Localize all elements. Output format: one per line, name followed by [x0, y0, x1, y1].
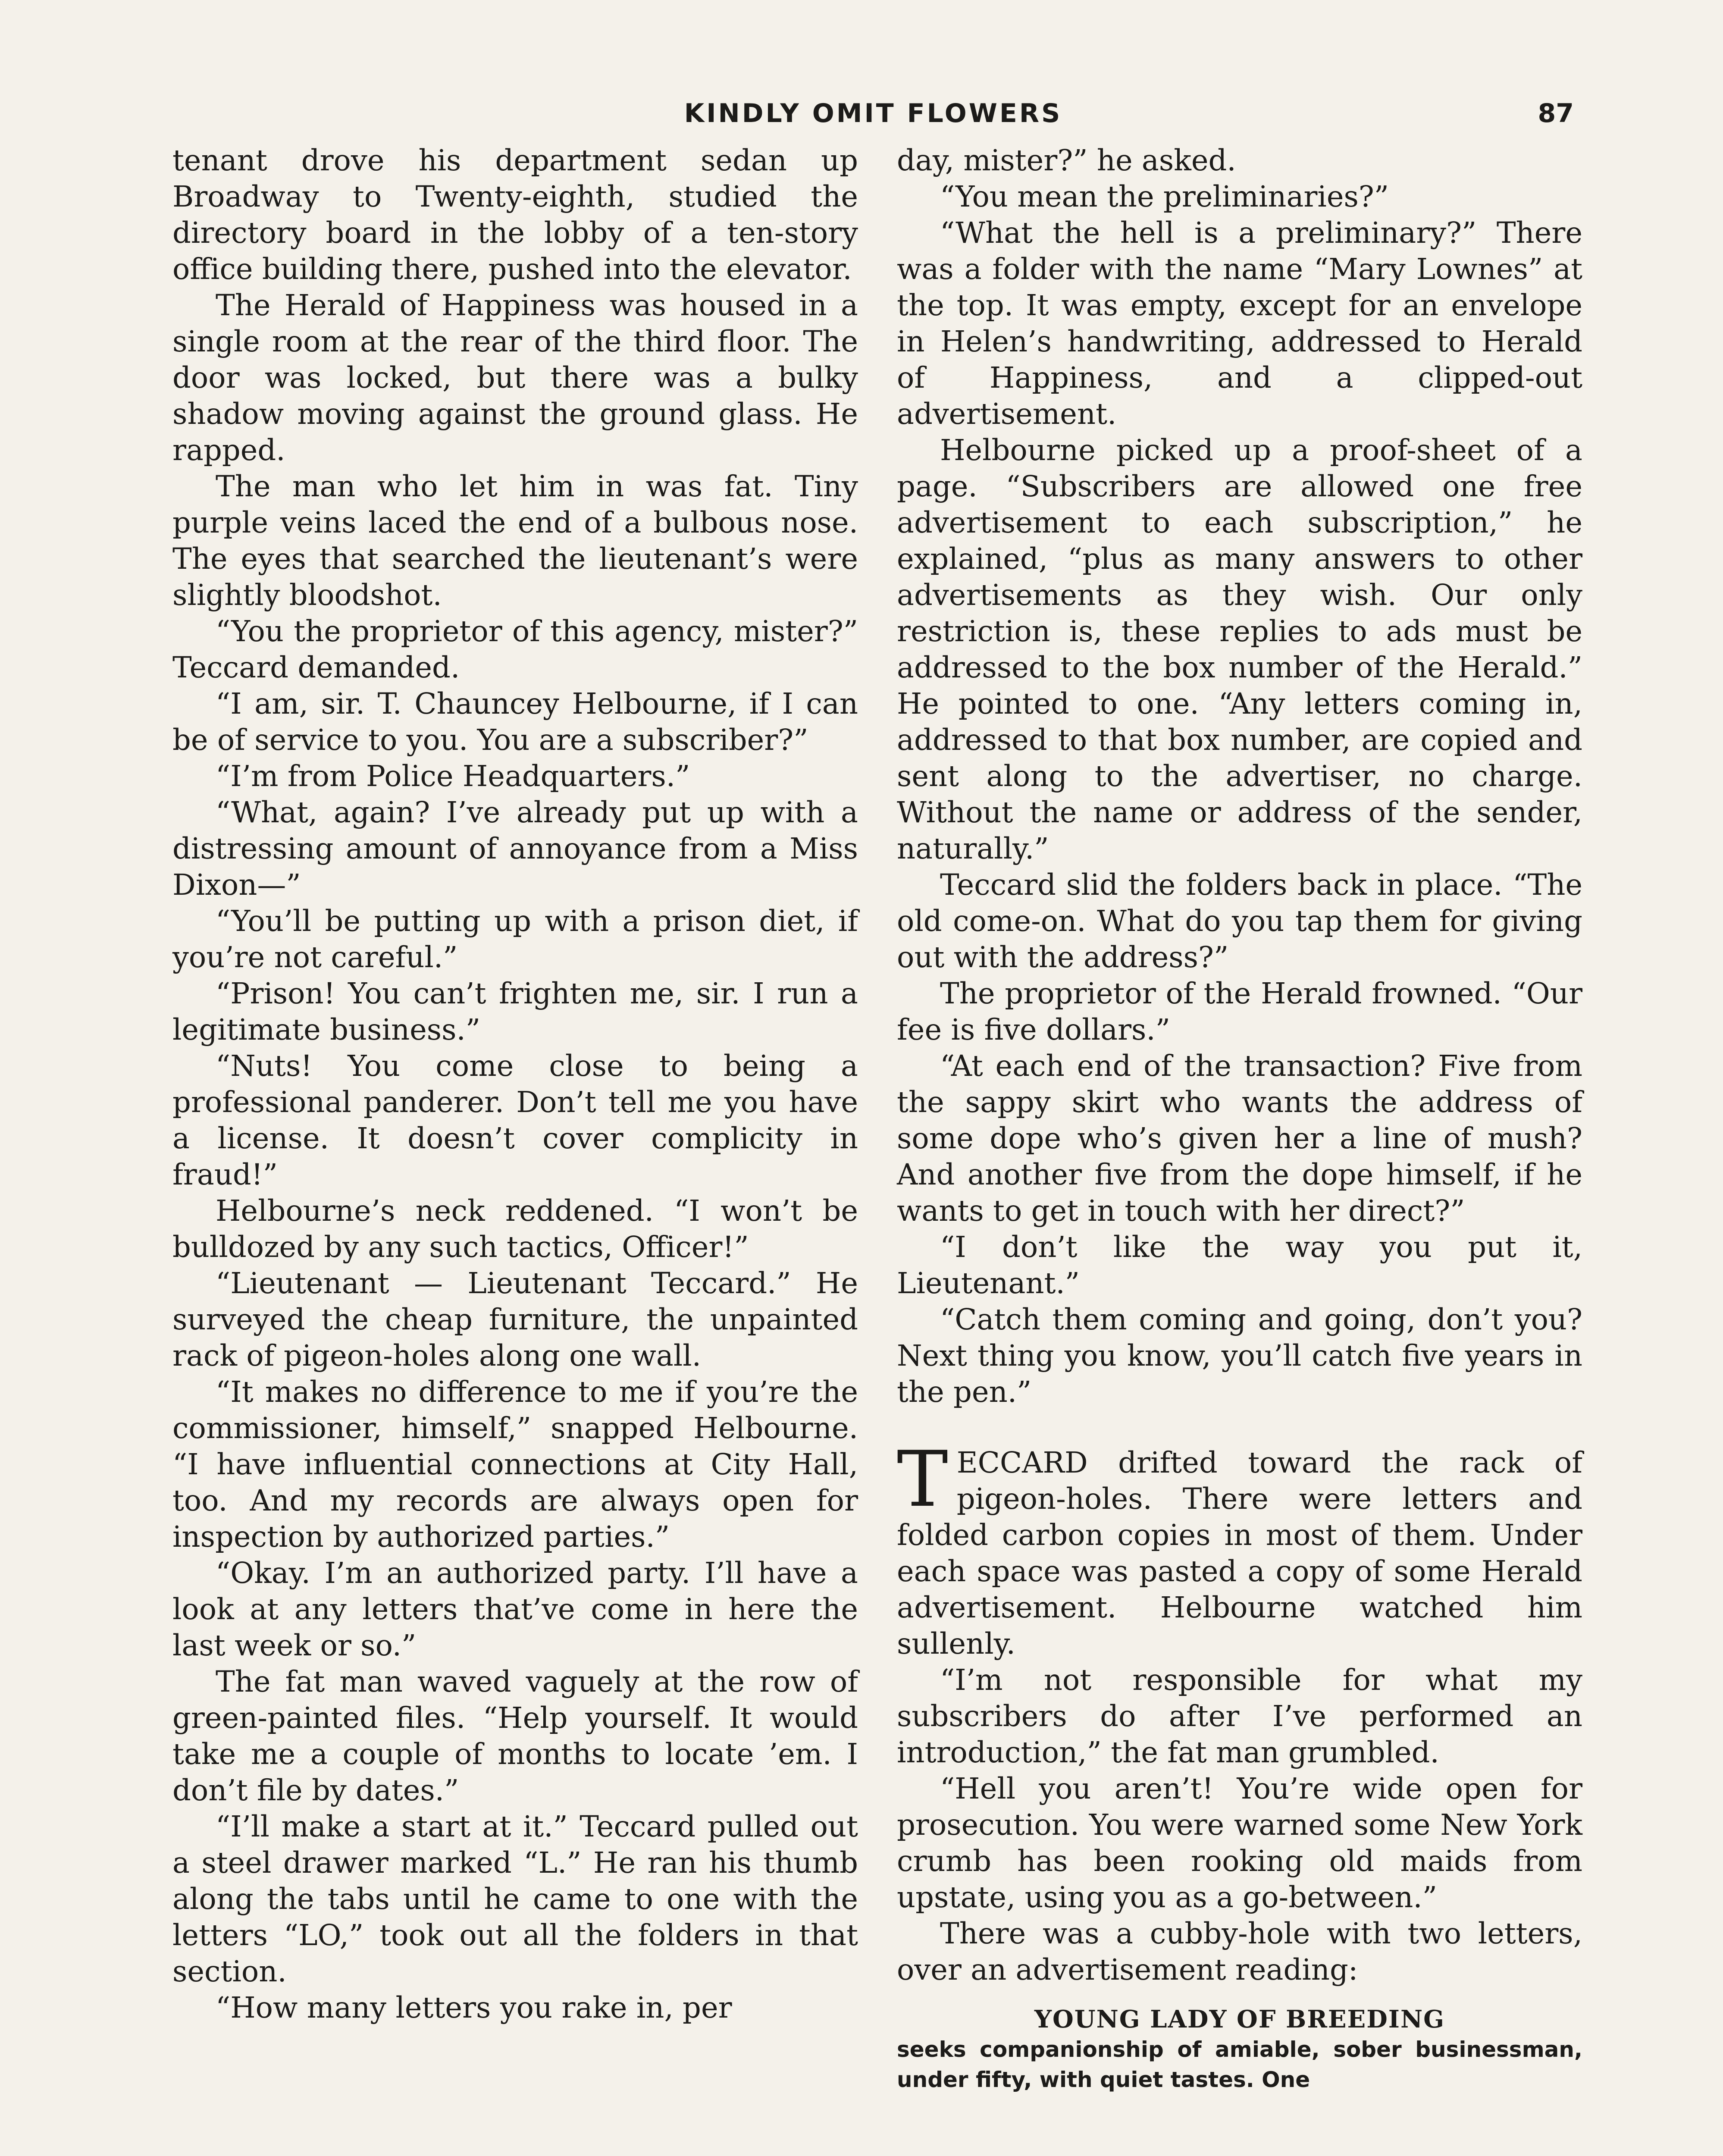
- paragraph: “You mean the preliminaries?”: [940, 180, 1389, 213]
- running-title: KINDLY OMIT FLOWERS: [684, 98, 1062, 128]
- paragraph: “I’m not responsible for what my subscribers do after I’ve performed an introduction,” the fat man grumbled.: [897, 1663, 1582, 1769]
- paragraph: “Nuts! You come close to being a professional panderer. Don’t tell me you have a license. It doesn’t cover complicity in fraud!”: [172, 1049, 858, 1191]
- paragraph: The proprietor of the Herald frowned. “Our fee is five dollars.”: [897, 977, 1582, 1047]
- paragraph: “How many letters you rake in, per: [216, 1991, 732, 2024]
- paragraph: Helbourne picked up a proof-sheet of a page. “Subscribers are allowed one free advertisement to each subscription,” he explained, “plus as many answers to other advertisements as they wish. Our only restriction is, these replies to ads must be addressed to the box number of the Herald.” He pointed to one. “Any letters coming in, addressed to that box number, are copied and sent along to the advertiser, no charge. Without the name or address of the sender, naturally.”: [897, 433, 1582, 865]
- paragraph: The man who let him in was fat. Tiny purple veins laced the end of a bulbous nose. The eyes that searched the lieutenant’s were slightly bloodshot.: [172, 470, 858, 612]
- paragraph: “Lieutenant — Lieutenant Teccard.” He surveyed the cheap furniture, the unpainted rack of pigeon-holes along one wall.: [172, 1266, 858, 1373]
- advertisement-heading: YOUNG LADY OF BREEDING: [1034, 2005, 1445, 2034]
- paragraph: “Hell you aren’t! You’re wide open for prosecution. You were warned some New York crumb has been rooking old maids from upstate, using you as a go-between.”: [897, 1772, 1582, 1914]
- paragraph: “At each end of the transaction? Five from the sappy skirt who wants the address of some dope who’s given her a line of mush? And another five from the dope himself, if he wants to get in touch with her direct?”: [897, 1049, 1582, 1228]
- right-column-paragraphs-after-break: [897, 1662, 1582, 1988]
- paragraph: “What, again? I’ve already put up with a distressing amount of annoyance from a Miss Dixon—”: [172, 796, 858, 902]
- paragraph: “I don’t like the way you put it, Lieutenant.”: [897, 1230, 1582, 1300]
- paragraph: “What the hell is a preliminary?” There was a folder with the name “Mary Lownes” at the top. It was empty, except for an envelope in Helen’s handwriting, addressed to Herald of Happiness, and a clipped-out advertisement.: [897, 216, 1582, 431]
- drop-cap: T: [897, 1435, 948, 1524]
- section-start-paragraph: [897, 1435, 1582, 1662]
- right-column-paragraphs: [897, 142, 1582, 1410]
- advertisement-body: seeks companionship of amiable, sober businessman, under fifty, with quiet tastes. One: [897, 2037, 1582, 2092]
- page-number: 87: [1538, 98, 1574, 128]
- page-header: [172, 98, 1574, 137]
- paragraph: “I am, sir. T. Chauncey Helbourne, if I can be of service to you. You are a subscriber?”: [172, 687, 858, 757]
- paragraph: “I’m from Police Headquarters.”: [216, 759, 690, 793]
- paragraph: The Herald of Happiness was housed in a single room at the rear of the third floor. The door was locked, but there was a bulky shadow moving against the ground glass. He rapped.: [172, 288, 858, 467]
- paragraph: “It makes no difference to me if you’re the commissioner, himself,” snapped Helbourne. “I have influential connections at City Hall, too. And my records are always open for inspection by authorized parties.”: [172, 1375, 858, 1554]
- paragraph: “Prison! You can’t frighten me, sir. I run a legitimate business.”: [172, 977, 858, 1047]
- paragraph: “Okay. I’m an authorized party. I’ll have a look at any letters that’ve come in here the last week or so.”: [172, 1556, 858, 1662]
- paragraph: Teccard slid the folders back in place. “The old come-on. What do you tap them for giving out with the address?”: [897, 868, 1582, 974]
- paragraph: “You’ll be putting up with a prison diet, if you’re not careful.”: [172, 904, 858, 974]
- paragraph: day, mister?” he asked.: [897, 144, 1236, 177]
- paragraph: “You the proprietor of this agency, mister?” Teccard demanded.: [172, 614, 858, 684]
- paragraph: “Catch them coming and going, don’t you? Next thing you know, you’ll catch five years in the pen.”: [897, 1303, 1582, 1409]
- left-column: [172, 142, 858, 2026]
- right-column: [897, 142, 1582, 2095]
- section-first-text: ECCARD drifted toward the rack of pigeon-holes. There were letters and folded carbon copies in most of them. Under each space was pasted a copy of some Herald advertisement. Helbourne watched him sullenly.: [897, 1446, 1582, 1661]
- paragraph: There was a cubby-hole with two letters, over an advertisement reading:: [897, 1917, 1582, 1987]
- paragraph: Helbourne’s neck reddened. “I won’t be bulldozed by any such tactics, Officer!”: [172, 1194, 858, 1264]
- paragraph: “I’ll make a start at it.” Teccard pulled out a steel drawer marked “L.” He ran his thumb along the tabs until he came to one with the letters “LO,” took out all the folders in that section.: [172, 1810, 858, 1988]
- paragraph: The fat man waved vaguely at the row of green-painted files. “Help yourself. It would take me a couple of months to locate ’em. I don’t file by dates.”: [172, 1665, 858, 1807]
- paragraph: tenant drove his department sedan up Broadway to Twenty-eighth, studied the directory board in the lobby of a ten-story office building there, pushed into the elevator.: [172, 144, 858, 286]
